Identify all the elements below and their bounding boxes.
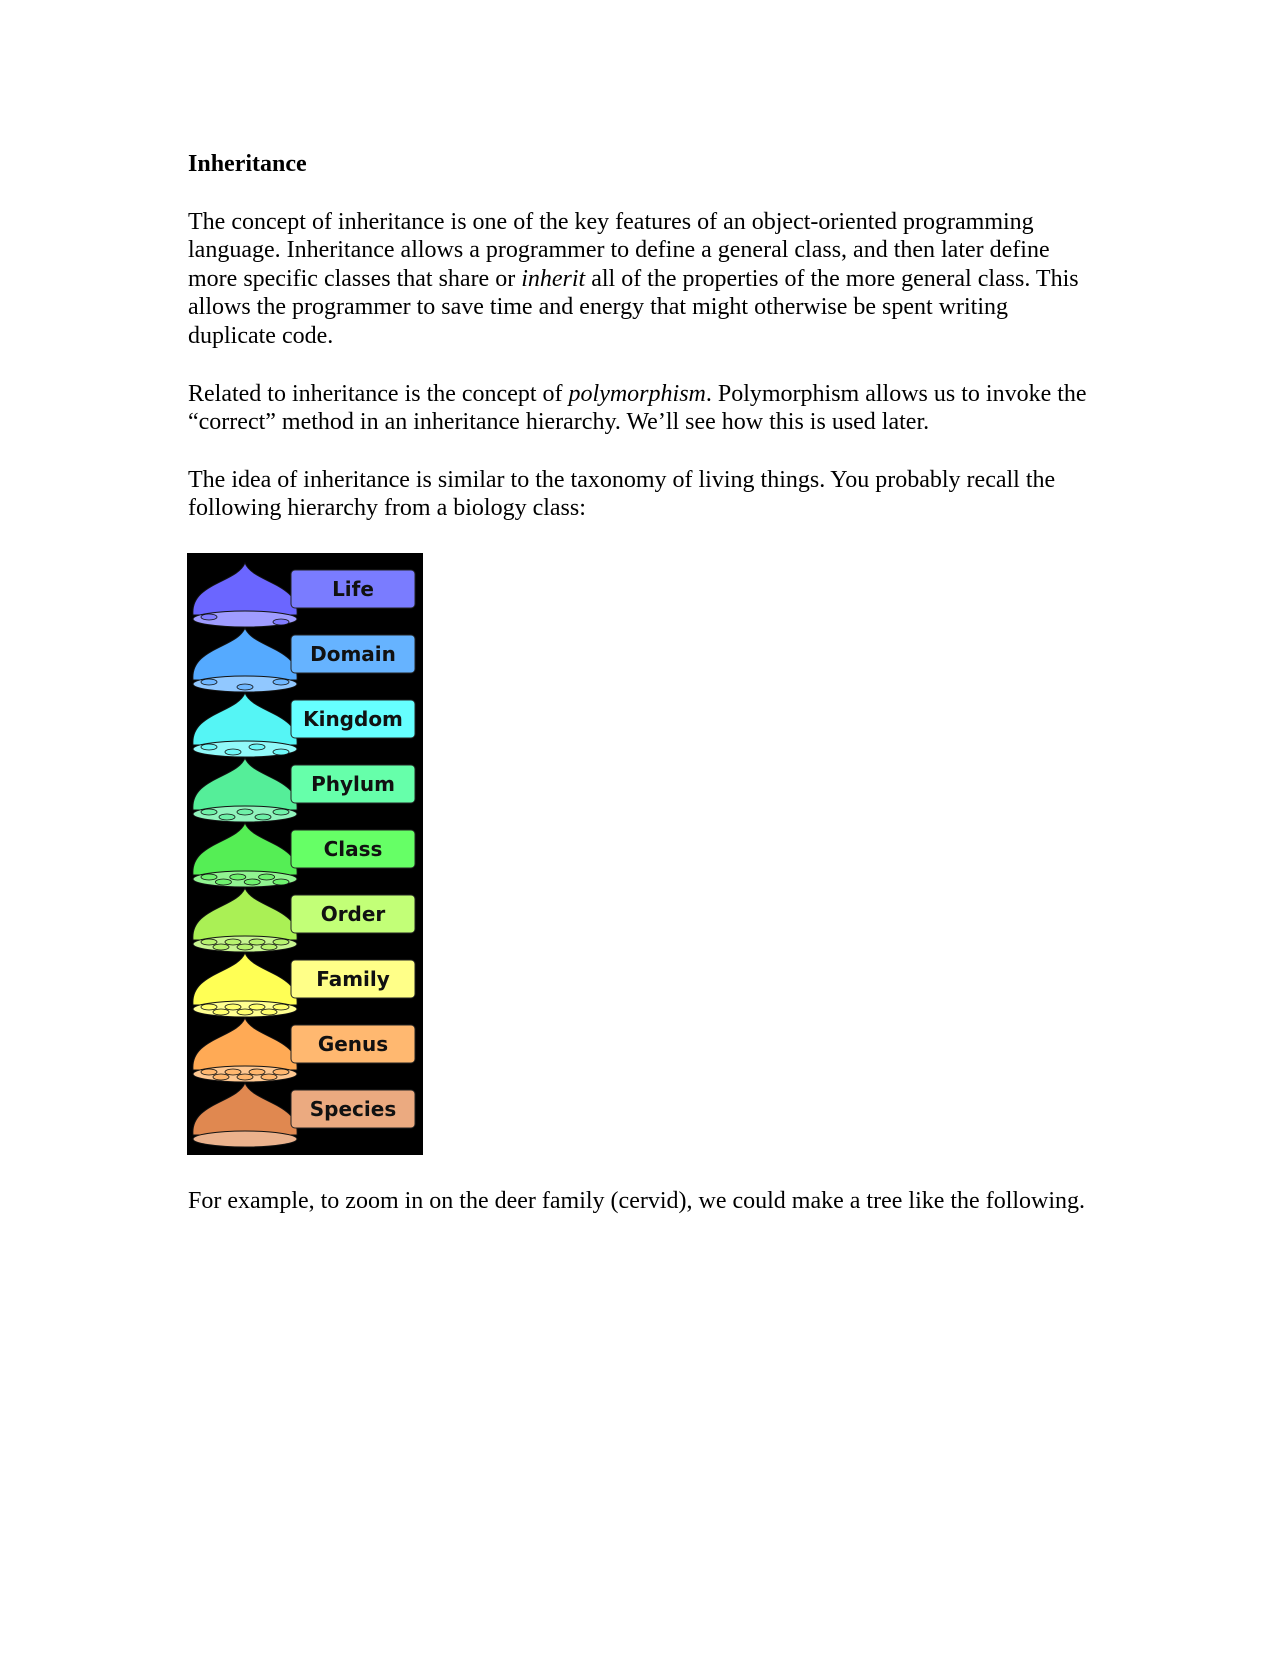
taxonomy-node-class xyxy=(201,874,217,880)
taxonomy-node-family xyxy=(249,1004,265,1010)
taxonomy-label-family: Family xyxy=(316,967,390,991)
taxonomy-node-family xyxy=(201,1004,217,1010)
paragraph-inheritance-intro xyxy=(188,208,1088,351)
document-body xyxy=(188,150,1088,552)
taxonomy-diagram xyxy=(187,553,423,1155)
taxonomy-node-phylum xyxy=(219,814,235,820)
taxonomy-label-life: Life xyxy=(332,577,374,601)
taxonomy-node-kingdom xyxy=(201,744,217,750)
paragraph-deer-example: For example, to zoom in on the deer family (cervid), we could make a tree like the following. xyxy=(188,1188,1086,1214)
taxonomy-node-genus xyxy=(273,1069,289,1075)
taxonomy-label-genus: Genus xyxy=(317,1032,389,1056)
taxonomy-node-domain xyxy=(237,684,253,690)
taxonomy-label-species: Species xyxy=(309,1097,397,1121)
taxonomy-node-phylum xyxy=(255,814,271,820)
para2-emphasis: polymorphism xyxy=(568,380,706,407)
taxonomy-node-kingdom xyxy=(225,749,241,755)
taxonomy-node-phylum xyxy=(237,809,253,815)
taxonomy-label-kingdom: Kingdom xyxy=(303,707,403,731)
taxonomy-node-class xyxy=(259,874,275,880)
taxonomy-node-genus xyxy=(237,1074,253,1080)
taxonomy-dome-domain xyxy=(193,628,297,680)
taxonomy-node-order xyxy=(261,944,277,950)
taxonomy-node-genus xyxy=(201,1069,217,1075)
taxonomy-node-class xyxy=(244,879,260,885)
taxonomy-node-order xyxy=(225,939,241,945)
taxonomy-node-family xyxy=(273,1004,289,1010)
taxonomy-node-family xyxy=(225,1004,241,1010)
page-title: Inheritance xyxy=(188,151,307,177)
para2-text-b: . Polymorphism allows us to invoke the “correct” method in an inheritance hierarchy. We’ll see how this is used later. xyxy=(188,380,1087,436)
taxonomy-base-species xyxy=(193,1131,297,1147)
taxonomy-node-life xyxy=(201,614,217,620)
taxonomy-node-phylum xyxy=(201,809,217,815)
taxonomy-label-phylum: Phylum xyxy=(311,772,395,796)
para1-text-a: The concept of inheritance is one of the key features of an object-oriented programming language. Inheritance allows a programmer to define a general class, and then later define more specific classes that share or xyxy=(188,208,1050,292)
paragraph-polymorphism xyxy=(188,380,1088,437)
taxonomy-node-order xyxy=(273,939,289,945)
taxonomy-dome-phylum xyxy=(193,758,297,810)
taxonomy-dome-family xyxy=(193,953,297,1005)
taxonomy-label-class: Class xyxy=(323,837,383,861)
taxonomy-node-domain xyxy=(273,679,289,685)
taxonomy-node-family xyxy=(213,1009,229,1015)
taxonomy-dome-class xyxy=(193,823,297,875)
taxonomy-dome-genus xyxy=(193,1018,297,1070)
taxonomy-node-phylum xyxy=(273,809,289,815)
paragraph-taxonomy-intro: The idea of inheritance is similar to the taxonomy of living things. You probably recall the following hierarchy from a biology class: xyxy=(188,466,1056,522)
taxonomy-node-genus xyxy=(213,1074,229,1080)
taxonomy-node-order xyxy=(249,939,265,945)
para1-text-b: all of the properties of the more general class. This allows the programmer to save time and energy that might otherwise be spent writing duplicate code. xyxy=(188,265,1079,349)
taxonomy-node-domain xyxy=(201,679,217,685)
taxonomy-node-kingdom xyxy=(273,749,289,755)
taxonomy-node-order xyxy=(213,944,229,950)
taxonomy-dome-kingdom xyxy=(193,693,297,745)
taxonomy-node-class xyxy=(215,879,231,885)
taxonomy-node-kingdom xyxy=(249,744,265,750)
taxonomy-node-genus xyxy=(249,1069,265,1075)
para2-text-a: Related to inheritance is the concept of xyxy=(188,380,569,407)
taxonomy-node-class xyxy=(273,879,289,885)
taxonomy-node-order xyxy=(201,939,217,945)
taxonomy-figure xyxy=(187,553,423,1155)
taxonomy-label-domain: Domain xyxy=(310,642,396,666)
taxonomy-node-class xyxy=(230,874,246,880)
taxonomy-label-order: Order xyxy=(320,902,386,926)
taxonomy-node-family xyxy=(237,1009,253,1015)
taxonomy-dome-order xyxy=(193,888,297,940)
taxonomy-node-genus xyxy=(225,1069,241,1075)
taxonomy-node-genus xyxy=(261,1074,277,1080)
taxonomy-node-life xyxy=(273,619,289,625)
taxonomy-node-order xyxy=(237,944,253,950)
para1-emphasis: inherit xyxy=(521,265,586,292)
taxonomy-dome-species xyxy=(193,1083,297,1135)
taxonomy-node-family xyxy=(261,1009,277,1015)
taxonomy-dome-life xyxy=(193,563,297,615)
